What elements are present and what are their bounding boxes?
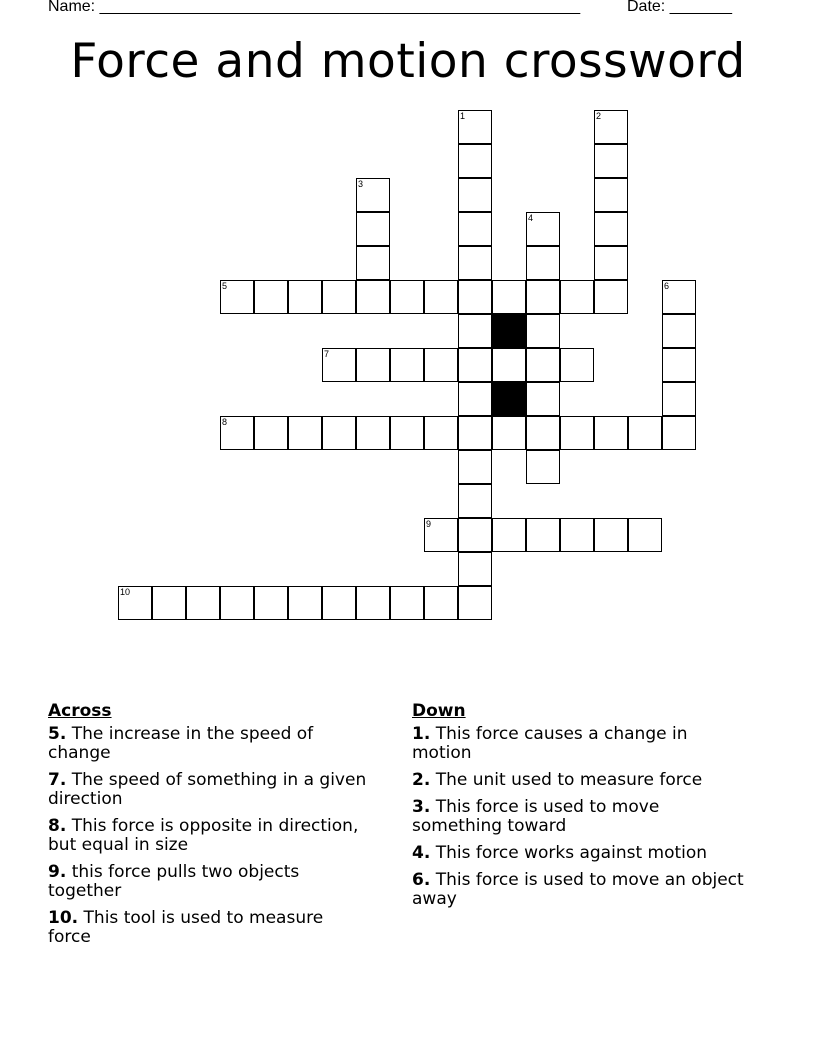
across-heading: Across: [48, 701, 112, 721]
crossword-cell[interactable]: [492, 280, 526, 314]
crossword-cell[interactable]: [594, 518, 628, 552]
clue-text: This tool is used to measure force: [48, 908, 324, 947]
down-heading: Down: [412, 701, 466, 721]
crossword-cell[interactable]: [526, 246, 560, 280]
crossword-cell[interactable]: [254, 586, 288, 620]
crossword-cell[interactable]: [560, 280, 594, 314]
crossword-cell[interactable]: [662, 280, 696, 314]
clue-text: The speed of something in a given direction: [48, 770, 367, 809]
crossword-cell[interactable]: [424, 348, 458, 382]
crossword-cell[interactable]: [424, 518, 458, 552]
crossword-cell[interactable]: [356, 586, 390, 620]
crossword-cell[interactable]: [458, 212, 492, 246]
crossword-cell[interactable]: [458, 382, 492, 416]
crossword-cell[interactable]: [458, 314, 492, 348]
cell-number: 1: [460, 111, 466, 121]
cell-number: 7: [324, 349, 330, 359]
crossword-cell[interactable]: [662, 348, 696, 382]
across-clues: [48, 702, 368, 955]
crossword-cell[interactable]: [594, 416, 628, 450]
crossword-cell[interactable]: [526, 348, 560, 382]
clue-down-2: 2. The unit used to measure force: [412, 770, 703, 790]
crossword-cell[interactable]: [254, 416, 288, 450]
crossword-cell[interactable]: [220, 416, 254, 450]
crossword-cell[interactable]: [322, 586, 356, 620]
crossword-cell[interactable]: [322, 280, 356, 314]
clue-number: 2: [412, 770, 424, 790]
crossword-cell[interactable]: [390, 348, 424, 382]
clue-number: 8: [48, 816, 60, 836]
crossword-cell[interactable]: [288, 586, 322, 620]
crossword-cell[interactable]: [356, 348, 390, 382]
crossword-cell[interactable]: [662, 416, 696, 450]
cell-number: 5: [222, 281, 228, 291]
crossword-cell[interactable]: [356, 280, 390, 314]
crossword-cell[interactable]: [152, 586, 186, 620]
crossword-cell[interactable]: [356, 212, 390, 246]
clue-across-10: 10. This tool is used to measure force: [48, 908, 324, 947]
clue-text: This force works against motion: [435, 843, 708, 863]
cell-number: 4: [528, 213, 534, 223]
crossword-cell[interactable]: [458, 450, 492, 484]
clue-across-8: 8. This force is opposite in direction, but equal in size: [48, 816, 359, 855]
crossword-cell[interactable]: [458, 246, 492, 280]
name-field-label: Name: ______________________________________________________: [48, 0, 581, 15]
crossword-cell[interactable]: [560, 416, 594, 450]
clue-down-3: 3. This force is used to move something toward: [412, 797, 660, 836]
clue-number: 5: [48, 724, 60, 744]
clue-text: This force is used to move something toward: [412, 797, 660, 836]
crossword-cell[interactable]: [424, 586, 458, 620]
cell-number: 8: [222, 417, 228, 427]
clue-down-1: 1. This force causes a change in motion: [412, 724, 688, 763]
crossword-cell[interactable]: [526, 518, 560, 552]
crossword-cell[interactable]: [288, 416, 322, 450]
crossword-cell[interactable]: [322, 416, 356, 450]
clue-number: 10: [48, 908, 72, 928]
crossword-cell[interactable]: [492, 416, 526, 450]
crossword-cell[interactable]: [594, 110, 628, 144]
crossword-cell[interactable]: [390, 416, 424, 450]
cell-number: 3: [358, 179, 364, 189]
crossword-cell[interactable]: [254, 280, 288, 314]
black-cell: [492, 314, 526, 348]
clue-number: 3: [412, 797, 424, 817]
crossword-cell[interactable]: [628, 518, 662, 552]
crossword-cell[interactable]: [458, 348, 492, 382]
clue-across-5: 5. The increase in the speed of change: [48, 724, 314, 763]
clue-number: 1: [412, 724, 424, 744]
crossword-cell[interactable]: [628, 416, 662, 450]
crossword-cell[interactable]: [458, 518, 492, 552]
clue-text: The increase in the speed of change: [48, 724, 314, 763]
crossword-cell[interactable]: [390, 280, 424, 314]
crossword-cell[interactable]: [356, 416, 390, 450]
crossword-cell[interactable]: [662, 382, 696, 416]
cell-number: 2: [596, 111, 602, 121]
down-clues: [412, 702, 752, 917]
page-title: Force and motion crossword: [70, 34, 746, 89]
crossword-cell[interactable]: [458, 144, 492, 178]
crossword-cell[interactable]: [424, 280, 458, 314]
clue-text: This force is used to move an object away: [412, 870, 744, 909]
crossword-cell[interactable]: [458, 178, 492, 212]
crossword-cell[interactable]: [526, 416, 560, 450]
date-field-label: Date: _______: [627, 0, 732, 15]
clue-across-9: 9. this force pulls two objects together: [48, 862, 300, 901]
crossword-cell[interactable]: [594, 246, 628, 280]
crossword-cell[interactable]: [594, 212, 628, 246]
crossword-cell[interactable]: [458, 416, 492, 450]
crossword-cell[interactable]: [220, 586, 254, 620]
crossword-cell[interactable]: [458, 280, 492, 314]
crossword-cell[interactable]: [560, 518, 594, 552]
crossword-cell[interactable]: [526, 212, 560, 246]
clue-number: 4: [412, 843, 424, 863]
crossword-cell[interactable]: [492, 348, 526, 382]
clue-across-7: 7. The speed of something in a given direction: [48, 770, 367, 809]
crossword-cell[interactable]: [356, 246, 390, 280]
crossword-cell[interactable]: [526, 382, 560, 416]
clue-text: This force is opposite in direction, but equal in size: [48, 816, 359, 855]
clue-down-6: 6. This force is used to move an object away: [412, 870, 744, 909]
crossword-cell[interactable]: [594, 178, 628, 212]
clue-number: 6: [412, 870, 424, 890]
crossword-cell[interactable]: [662, 314, 696, 348]
cell-number: 6: [664, 281, 670, 291]
crossword-cell[interactable]: [526, 280, 560, 314]
crossword-cell[interactable]: [390, 586, 424, 620]
clue-number: 9: [48, 862, 60, 882]
clue-text: The unit used to measure force: [435, 770, 703, 790]
crossword-cell[interactable]: [560, 348, 594, 382]
cell-number: 10: [120, 587, 131, 597]
crossword-cell[interactable]: [526, 450, 560, 484]
crossword-cell[interactable]: [458, 484, 492, 518]
crossword-cell[interactable]: [458, 552, 492, 586]
crossword-cell[interactable]: [220, 280, 254, 314]
crossword-cell[interactable]: [594, 144, 628, 178]
crossword-cell[interactable]: [186, 586, 220, 620]
clue-down-4: 4. This force works against motion: [412, 843, 708, 863]
clue-text: this force pulls two objects together: [48, 862, 300, 901]
crossword-cell[interactable]: [356, 178, 390, 212]
crossword-cell[interactable]: [322, 348, 356, 382]
crossword-cell[interactable]: [118, 586, 152, 620]
crossword-cell[interactable]: [526, 314, 560, 348]
clue-number: 7: [48, 770, 60, 790]
crossword-cell[interactable]: [458, 586, 492, 620]
clue-text: This force causes a change in motion: [412, 724, 688, 763]
crossword-cell[interactable]: [492, 518, 526, 552]
crossword-cell[interactable]: [458, 110, 492, 144]
black-cell: [492, 382, 526, 416]
crossword-cell[interactable]: [424, 416, 458, 450]
crossword-cell[interactable]: [288, 280, 322, 314]
crossword-cell[interactable]: [594, 280, 628, 314]
cell-number: 9: [426, 519, 432, 529]
